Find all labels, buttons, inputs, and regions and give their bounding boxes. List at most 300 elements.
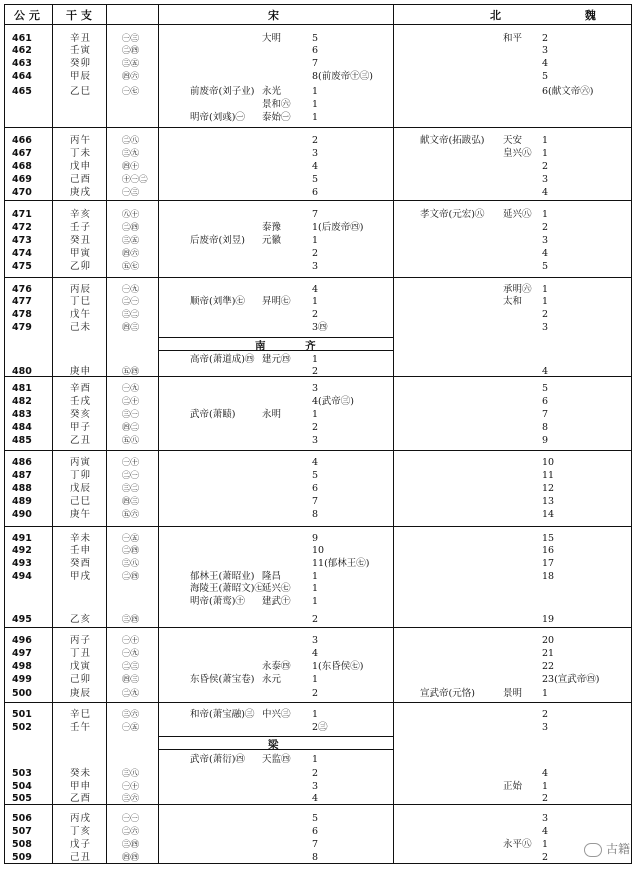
cell-beiwei-era: 和平 — [503, 33, 523, 44]
cell-cyclic: 壬子 — [70, 222, 92, 233]
cell-beiwei-num: 5 — [542, 261, 549, 272]
cell-year: 503 — [12, 768, 32, 779]
cell-year: 469 — [12, 174, 32, 185]
cell-year: 479 — [12, 322, 32, 333]
cell-beiwei-era: 延兴㊇ — [503, 209, 532, 220]
cell-beiwei-num: 9 — [542, 435, 549, 446]
cell-beiwei-num: 20 — [542, 635, 555, 646]
cell-year: 472 — [12, 222, 32, 233]
cell-beiwei-num: 4 — [542, 768, 549, 779]
cell-song-era: 建元㊃ — [262, 354, 291, 365]
cell-beiwei-num: 3 — [542, 235, 549, 246]
cell-glyph: ㊁㊈ — [122, 689, 140, 699]
cell-glyph: ㊀㊈ — [122, 285, 140, 295]
cell-beiwei-ruler: 孝文帝(元宏)㊇ — [420, 209, 485, 220]
cell-year: 468 — [12, 161, 32, 172]
cell-beiwei-num: 3 — [542, 813, 549, 824]
cell-song-num: 6 — [312, 483, 319, 494]
cell-beiwei-era: 太和 — [503, 296, 523, 307]
cell-beiwei-num: 3 — [542, 322, 549, 333]
cell-glyph: ㊃㊅ — [122, 72, 140, 82]
cell-year: 496 — [12, 635, 32, 646]
cell-song-ruler: 后废帝(刘昱) — [190, 235, 245, 246]
cell-year: 476 — [12, 284, 32, 295]
cell-cyclic: 庚午 — [70, 509, 92, 520]
cell-song-era: 大明 — [262, 33, 282, 44]
cell-song-ruler: 海陵王(萧昭文)㊆ — [190, 583, 264, 594]
cell-cyclic: 己巳 — [70, 496, 92, 507]
cell-cyclic: 辛亥 — [70, 209, 92, 220]
cell-beiwei-num: 11 — [542, 470, 555, 481]
cell-beiwei-num: 2 — [542, 33, 549, 44]
cell-beiwei-num: 16 — [542, 545, 555, 556]
cell-song-ruler: 东昏侯(萧宝卷) — [190, 674, 255, 685]
cell-song-num: 8 — [312, 509, 319, 520]
cell-year: 486 — [12, 457, 32, 468]
cell-song-num: 3㊃ — [312, 322, 328, 333]
cell-glyph: ㊂㊇ — [122, 559, 140, 569]
cell-beiwei-era: 天安 — [503, 135, 523, 146]
cell-year: 483 — [12, 409, 32, 420]
cell-beiwei-num: 10 — [542, 457, 555, 468]
cell-song-num: 5 — [312, 813, 319, 824]
cell-song-era: 泰豫 — [262, 222, 282, 233]
cell-song-num: 5 — [312, 33, 319, 44]
cell-beiwei-era: 皇兴㊇ — [503, 148, 532, 159]
cell-song-num: 7 — [312, 839, 319, 850]
cell-song-era: 永元 — [262, 674, 282, 685]
cell-song-num: 7 — [312, 209, 319, 220]
cell-song-num: 4 — [312, 793, 319, 804]
cell-cyclic: 丁丑 — [70, 648, 92, 659]
cell-song-num: 1 — [312, 296, 319, 307]
header-rule — [4, 24, 632, 25]
cell-cyclic: 戊午 — [70, 309, 92, 320]
cell-song-num: 1 — [312, 354, 319, 365]
cell-year: 508 — [12, 839, 32, 850]
cell-song-num: 1(东昏侯㊆) — [312, 661, 364, 672]
cell-song-num: 2 — [312, 768, 319, 779]
cell-glyph: ㊂㊃ — [122, 840, 140, 850]
column-divider — [106, 4, 107, 864]
cell-song-era: 泰始㊀ — [262, 112, 291, 123]
cell-cyclic: 己未 — [70, 322, 92, 333]
cell-song-num: 9 — [312, 533, 319, 544]
cell-year: 474 — [12, 248, 32, 259]
cell-glyph: ㊁㊇ — [122, 136, 140, 146]
cell-year: 501 — [12, 709, 32, 720]
cell-beiwei-era: 景明 — [503, 688, 523, 699]
cell-glyph: ㊄㊃ — [122, 367, 140, 377]
cell-song-era: 永光 — [262, 86, 282, 97]
cell-year: 467 — [12, 148, 32, 159]
cell-beiwei-num: 5 — [542, 71, 549, 82]
subheader-nanqi: 南 齐 — [255, 340, 334, 352]
cell-song-num: 3 — [312, 435, 319, 446]
cell-cyclic: 辛丑 — [70, 33, 92, 44]
cell-song-num: 2 — [312, 688, 319, 699]
cell-beiwei-num: 23(宣武帝㊃) — [542, 674, 600, 685]
cell-cyclic: 乙亥 — [70, 614, 92, 625]
cell-year: 475 — [12, 261, 32, 272]
cell-year: 502 — [12, 722, 32, 733]
cell-glyph: ㊂㊇ — [122, 769, 140, 779]
cell-song-num: 4 — [312, 648, 319, 659]
subheader-liang: 梁 — [268, 739, 279, 751]
cell-cyclic: 丙子 — [70, 635, 92, 646]
cell-year: 470 — [12, 187, 32, 198]
cell-year: 494 — [12, 571, 32, 582]
cell-beiwei-num: 1 — [542, 284, 549, 295]
cell-song-ruler: 明帝(刘彧)㊀ — [190, 112, 245, 123]
cell-glyph: ㊁㊃ — [122, 223, 140, 233]
cell-beiwei-num: 15 — [542, 533, 555, 544]
cell-year: 498 — [12, 661, 32, 672]
column-divider — [393, 4, 394, 864]
cell-glyph: ㊂㊅ — [122, 794, 140, 804]
cell-glyph: ㊀㊈ — [122, 649, 140, 659]
cell-year: 507 — [12, 826, 32, 837]
cell-song-num: 6 — [312, 826, 319, 837]
cell-cyclic: 壬申 — [70, 545, 92, 556]
cell-glyph: ㊇㊉ — [122, 210, 140, 220]
cell-beiwei-num: 3 — [542, 174, 549, 185]
cell-year: 492 — [12, 545, 32, 556]
group-rule — [4, 804, 632, 805]
cell-cyclic: 丁巳 — [70, 296, 92, 307]
cell-year: 473 — [12, 235, 32, 246]
cell-year: 471 — [12, 209, 32, 220]
cell-song-num: 3 — [312, 261, 319, 272]
cell-glyph: ㊃㊂ — [122, 675, 140, 685]
cell-year: 485 — [12, 435, 32, 446]
cell-glyph: ㊂㊄ — [122, 59, 140, 69]
cell-glyph: ㊂㊈ — [122, 149, 140, 159]
cell-year: 461 — [12, 33, 32, 44]
cell-song-era: 隆昌 — [262, 571, 282, 582]
cell-cyclic: 壬戌 — [70, 396, 92, 407]
cell-song-num: 2 — [312, 135, 319, 146]
cell-song-ruler: 高帝(萧道成)㊃ — [190, 354, 255, 365]
cell-glyph: ㊂㊅ — [122, 710, 140, 720]
cell-song-ruler: 前废帝(刘子业) — [190, 86, 255, 97]
cell-song-num: 2 — [312, 248, 319, 259]
cell-cyclic: 乙酉 — [70, 793, 92, 804]
cell-song-num: 5 — [312, 470, 319, 481]
cell-glyph: ㊁㊀ — [122, 471, 140, 481]
group-rule — [4, 526, 632, 527]
cell-cyclic: 庚戌 — [70, 187, 92, 198]
cell-beiwei-num: 22 — [542, 661, 555, 672]
cell-beiwei-ruler: 宣武帝(元恪) — [420, 688, 475, 699]
cell-song-era: 中兴㊂ — [262, 709, 291, 720]
cell-cyclic: 丙戌 — [70, 813, 92, 824]
cell-song-num: 5 — [312, 174, 319, 185]
cell-song-num: 4 — [312, 457, 319, 468]
cell-glyph: ㊀㊂ — [122, 34, 140, 44]
cell-beiwei-num: 21 — [542, 648, 555, 659]
cell-song-num: 1 — [312, 571, 319, 582]
cell-beiwei-num: 3 — [542, 722, 549, 733]
cell-beiwei-num: 1 — [542, 839, 549, 850]
cell-song-era: 景和㊅ — [262, 99, 291, 110]
cell-cyclic: 壬午 — [70, 722, 92, 733]
cell-glyph: ㊀㊂ — [122, 188, 140, 198]
cell-beiwei-num: 2 — [542, 709, 549, 720]
cell-song-era: 永泰㊃ — [262, 661, 291, 672]
cell-song-num: 1 — [312, 709, 319, 720]
cell-cyclic: 戊子 — [70, 839, 92, 850]
cell-beiwei-num: 1 — [542, 781, 549, 792]
cell-beiwei-num: 1 — [542, 148, 549, 159]
cell-song-era: 延兴㊆ — [262, 583, 291, 594]
cell-song-num: 1 — [312, 583, 319, 594]
group-rule — [4, 450, 632, 451]
cell-beiwei-num: 12 — [542, 483, 555, 494]
cell-beiwei-num: 14 — [542, 509, 555, 520]
cell-cyclic: 壬寅 — [70, 45, 92, 56]
cell-glyph: ㊁㊂ — [122, 662, 140, 672]
cell-glyph: ㊀㊆ — [122, 87, 140, 97]
cell-beiwei-num: 2 — [542, 309, 549, 320]
cell-cyclic: 丙辰 — [70, 284, 92, 295]
cell-cyclic: 丁亥 — [70, 826, 92, 837]
cell-beiwei-num: 6(献文帝㊅) — [542, 86, 594, 97]
header-beiwei: 北 魏 — [490, 9, 636, 22]
cell-song-num: 6 — [312, 187, 319, 198]
cell-beiwei-num: 8 — [542, 422, 549, 433]
cell-song-num: 1 — [312, 86, 319, 97]
cell-beiwei-num: 1 — [542, 296, 549, 307]
cell-year: 466 — [12, 135, 32, 146]
cell-glyph: ㊀㊉ — [122, 782, 140, 792]
cell-song-num: 2㊂ — [312, 722, 328, 733]
cell-beiwei-num: 1 — [542, 135, 549, 146]
cell-cyclic: 庚辰 — [70, 688, 92, 699]
cell-cyclic: 乙巳 — [70, 86, 92, 97]
cell-song-num: 10 — [312, 545, 325, 556]
cell-song-ruler: 顺帝(刘準)㊆ — [190, 296, 245, 307]
cell-cyclic: 癸亥 — [70, 409, 92, 420]
cell-glyph: ㊂㊄ — [122, 236, 140, 246]
cell-beiwei-num: 4 — [542, 826, 549, 837]
cell-cyclic: 癸未 — [70, 768, 92, 779]
cell-song-ruler: 武帝(萧衍)㊃ — [190, 754, 245, 765]
cell-song-ruler: 郁林王(萧昭业) — [190, 571, 255, 582]
group-rule — [4, 277, 632, 278]
watermark-text: 古籍 — [605, 842, 630, 856]
group-rule — [4, 627, 632, 628]
cell-year: 480 — [12, 366, 32, 377]
cell-song-num: 1 — [312, 235, 319, 246]
cell-cyclic: 甲子 — [70, 422, 92, 433]
cell-beiwei-num: 18 — [542, 571, 555, 582]
cell-year: 509 — [12, 852, 32, 863]
cell-song-num: 1(后废帝㊃) — [312, 222, 364, 233]
cell-beiwei-era: 正始 — [503, 781, 523, 792]
cell-cyclic: 癸酉 — [70, 558, 92, 569]
cell-glyph: ㊃㊁ — [122, 423, 140, 433]
cell-year: 478 — [12, 309, 32, 320]
header-year: 公 元 — [14, 9, 40, 22]
cell-song-ruler: 明帝(萧鸾)㊉ — [190, 596, 245, 607]
cell-glyph: ㊁㊃ — [122, 46, 140, 56]
cell-song-num: 3 — [312, 781, 319, 792]
group-rule — [4, 702, 632, 703]
cell-glyph: ㊀㊄ — [122, 534, 140, 544]
cell-song-ruler: 武帝(萧赜) — [190, 409, 236, 420]
cell-song-era: 永明 — [262, 409, 282, 420]
cell-glyph: ㊀㊉ — [122, 636, 140, 646]
cell-beiwei-num: 2 — [542, 793, 549, 804]
cell-glyph: ㊄㊆ — [122, 262, 140, 272]
cell-song-num: 8 — [312, 852, 319, 863]
cell-year: 481 — [12, 383, 32, 394]
cell-glyph: ㊀㊉ — [122, 458, 140, 468]
cell-song-num: 4 — [312, 284, 319, 295]
cell-cyclic: 己卯 — [70, 674, 92, 685]
cell-cyclic: 甲戌 — [70, 571, 92, 582]
cell-year: 477 — [12, 296, 32, 307]
cell-year: 482 — [12, 396, 32, 407]
cell-beiwei-num: 5 — [542, 383, 549, 394]
cell-song-num: 4 — [312, 161, 319, 172]
cell-song-num: 1 — [312, 754, 319, 765]
cell-glyph: ㊂㊁ — [122, 310, 140, 320]
cell-song-era: 建武㊉ — [262, 596, 291, 607]
cell-song-num: 2 — [312, 614, 319, 625]
cell-glyph: ㊃㊉ — [122, 162, 140, 172]
cell-song-era: 昇明㊆ — [262, 296, 291, 307]
cell-year: 490 — [12, 509, 32, 520]
cell-cyclic: 己丑 — [70, 852, 92, 863]
cell-beiwei-num: 13 — [542, 496, 555, 507]
cell-beiwei-num: 1 — [542, 688, 549, 699]
cell-glyph: ㊁㊅ — [122, 827, 140, 837]
group-rule — [4, 200, 632, 201]
cell-glyph: ㊁㊃ — [122, 572, 140, 582]
cell-song-num: 3 — [312, 635, 319, 646]
cell-cyclic: 癸丑 — [70, 235, 92, 246]
cell-year: 499 — [12, 674, 32, 685]
cell-song-era: 天监㊃ — [262, 754, 291, 765]
cell-song-num: 2 — [312, 366, 319, 377]
cell-beiwei-num: 4 — [542, 366, 549, 377]
cell-glyph: ㊂㊁ — [122, 484, 140, 494]
cell-cyclic: 丙寅 — [70, 457, 92, 468]
header-song: 宋 — [268, 9, 279, 22]
cell-glyph: ㊀㊄ — [122, 723, 140, 733]
cell-song-num: 11(郁林王㊆) — [312, 558, 370, 569]
cell-year: 505 — [12, 793, 32, 804]
cell-year: 500 — [12, 688, 32, 699]
cell-cyclic: 辛未 — [70, 533, 92, 544]
cell-cyclic: 辛巳 — [70, 709, 92, 720]
cell-song-num: 7 — [312, 58, 319, 69]
cell-beiwei-num: 1 — [542, 209, 549, 220]
cell-year: 487 — [12, 470, 32, 481]
column-divider — [158, 4, 159, 864]
cell-glyph: ㊀㊀ — [122, 814, 140, 824]
cell-beiwei-num: 7 — [542, 409, 549, 420]
table-frame — [4, 4, 632, 864]
cell-song-num: 1 — [312, 596, 319, 607]
cell-year: 493 — [12, 558, 32, 569]
cell-song-num: 7 — [312, 496, 319, 507]
group-rule — [4, 127, 632, 128]
cell-glyph: ㊁㊃ — [122, 546, 140, 556]
cell-year: 506 — [12, 813, 32, 824]
cell-year: 495 — [12, 614, 32, 625]
header-cyclic: 干 支 — [66, 9, 92, 22]
cell-beiwei-num: 3 — [542, 45, 549, 56]
cell-beiwei-era: 承明㊅ — [503, 284, 532, 295]
cell-cyclic: 甲寅 — [70, 248, 92, 259]
cell-song-num: 8(前废帝㊉㊂) — [312, 71, 373, 82]
cell-glyph: ㊂㊀ — [122, 410, 140, 420]
cell-song-num: 3 — [312, 383, 319, 394]
cell-cyclic: 戊寅 — [70, 661, 92, 672]
cell-glyph: ㊃㊃ — [122, 853, 140, 863]
cell-song-num: 1 — [312, 674, 319, 685]
cell-glyph: ㊉㊀㊁ — [122, 175, 148, 185]
cell-beiwei-num: 2 — [542, 222, 549, 233]
cell-glyph: ㊁㊀ — [122, 297, 140, 307]
cell-song-num: 1 — [312, 99, 319, 110]
cell-beiwei-num: 2 — [542, 852, 549, 863]
cell-cyclic: 庚申 — [70, 366, 92, 377]
cell-year: 497 — [12, 648, 32, 659]
cell-cyclic: 丙午 — [70, 135, 92, 146]
cell-cyclic: 乙丑 — [70, 435, 92, 446]
cell-song-ruler: 和帝(萧宝融)㊂ — [190, 709, 255, 720]
cell-beiwei-num: 17 — [542, 558, 555, 569]
cell-beiwei-num: 2 — [542, 161, 549, 172]
cell-song-num: 1 — [312, 409, 319, 420]
cell-cyclic: 癸卯 — [70, 58, 92, 69]
cell-year: 491 — [12, 533, 32, 544]
cell-song-num: 2 — [312, 422, 319, 433]
cell-cyclic: 戊辰 — [70, 483, 92, 494]
cell-cyclic: 乙卯 — [70, 261, 92, 272]
cell-glyph: ㊄㊅ — [122, 510, 140, 520]
cell-song-num: 1 — [312, 112, 319, 123]
cell-year: 464 — [12, 71, 32, 82]
cell-song-num: 6 — [312, 45, 319, 56]
cell-year: 463 — [12, 58, 32, 69]
cell-beiwei-era: 永平㊇ — [503, 839, 532, 850]
cell-beiwei-num: 4 — [542, 187, 549, 198]
cell-cyclic: 甲申 — [70, 781, 92, 792]
cell-beiwei-num: 19 — [542, 614, 555, 625]
cell-year: 489 — [12, 496, 32, 507]
watermark — [584, 840, 630, 857]
cell-glyph: ㊁㊉ — [122, 397, 140, 407]
cell-song-num: 2 — [312, 309, 319, 320]
cell-cyclic: 甲辰 — [70, 71, 92, 82]
cell-cyclic: 己酉 — [70, 174, 92, 185]
cell-beiwei-num: 6 — [542, 396, 549, 407]
cell-glyph: ㊀㊈ — [122, 384, 140, 394]
cell-song-num: 3 — [312, 148, 319, 159]
cell-song-era: 元徽 — [262, 235, 282, 246]
cell-cyclic: 丁卯 — [70, 470, 92, 481]
cell-cyclic: 辛酉 — [70, 383, 92, 394]
watermark-logo-icon — [584, 843, 602, 857]
cell-beiwei-num: 4 — [542, 58, 549, 69]
cell-glyph: ㊃㊂ — [122, 497, 140, 507]
cell-cyclic: 戊申 — [70, 161, 92, 172]
